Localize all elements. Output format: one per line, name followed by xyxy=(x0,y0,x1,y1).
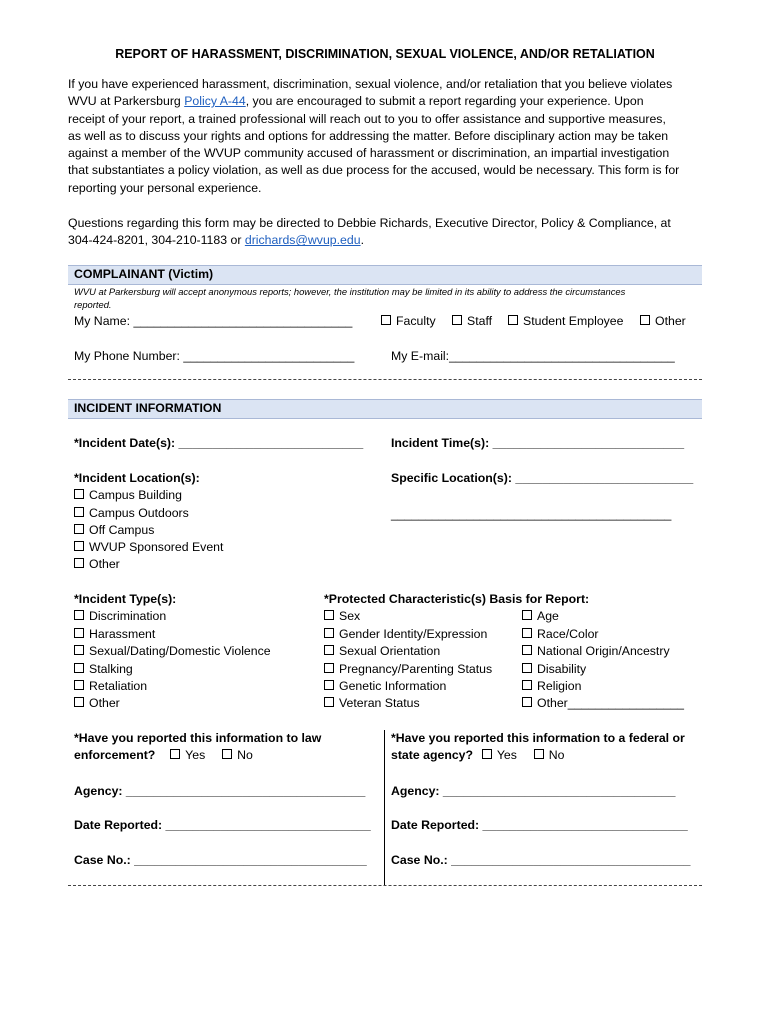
type-label: Harassment xyxy=(89,627,156,641)
protected-checkbox[interactable] xyxy=(324,696,420,710)
intro-line xyxy=(68,93,708,110)
protected-label: National Origin/Ancestry xyxy=(537,644,670,658)
type-label: Stalking xyxy=(89,662,133,676)
protected-checkbox[interactable] xyxy=(324,609,360,623)
location-label: Campus Building xyxy=(89,488,182,502)
type-checkbox[interactable] xyxy=(74,644,271,658)
protected-checkbox[interactable] xyxy=(324,627,487,641)
location-label: Other xyxy=(89,557,120,571)
checkbox-icon[interactable] xyxy=(381,315,391,325)
checkbox-icon[interactable] xyxy=(74,489,84,499)
protected-checkbox[interactable] xyxy=(522,662,586,676)
law-no-checkbox[interactable] xyxy=(222,748,253,762)
checkbox-icon[interactable] xyxy=(74,558,84,568)
agency-question-end: state agency? xyxy=(391,748,474,762)
form-title: REPORT OF HARASSMENT, DISCRIMINATION, SEXUAL VIOLENCE, AND/OR RETALIATION xyxy=(115,47,655,61)
checkbox-icon[interactable] xyxy=(170,749,180,759)
state-agency-field[interactable]: Agency: __________________________________ xyxy=(391,784,676,798)
protected-characteristic-label: *Protected Characteristic(s) Basis for Report: xyxy=(324,592,590,606)
protected-label: Religion xyxy=(537,679,582,693)
incident-header-label: INCIDENT INFORMATION xyxy=(74,401,222,415)
checkbox-icon[interactable] xyxy=(640,315,650,325)
complainant-header xyxy=(68,265,702,285)
intro-line: reporting your personal experience. xyxy=(68,180,262,195)
questions-line xyxy=(68,232,708,249)
no-label: No xyxy=(237,748,253,762)
phone-field[interactable]: My Phone Number: _________________________ xyxy=(74,349,355,363)
intro-line: If you have experienced harassment, discrimination, sexual violence, and/or retaliation that you believe violates xyxy=(68,77,673,91)
email-field[interactable]: My E-mail:_________________________________ xyxy=(391,349,675,363)
protected-checkbox[interactable] xyxy=(324,679,446,693)
role-label: Other xyxy=(655,314,686,328)
checkbox-icon[interactable] xyxy=(74,610,84,620)
protected-checkbox[interactable] xyxy=(324,662,492,676)
location-checkbox[interactable] xyxy=(74,523,154,537)
incident-type-label: *Incident Type(s): xyxy=(74,592,177,606)
anonymous-note-line: reported. xyxy=(74,299,112,310)
law-enforcement-question: *Have you reported this information to law xyxy=(74,731,322,745)
checkbox-icon[interactable] xyxy=(522,680,532,690)
intro-line: against a member of the WVUP community accused of harassment or discrimination, an impartial investigation xyxy=(68,146,670,161)
law-enforcement-question-end: enforcement? xyxy=(74,748,156,762)
checkbox-icon[interactable] xyxy=(522,628,532,638)
questions-text: 304-424-8201, 304-210-1183 or xyxy=(68,233,245,248)
protected-label: Race/Color xyxy=(537,627,599,641)
role-checkbox-staff[interactable] xyxy=(452,314,492,328)
protected-label: Age xyxy=(537,609,559,623)
agency-no-checkbox[interactable] xyxy=(534,748,565,762)
type-checkbox[interactable] xyxy=(74,696,120,710)
specific-location-line[interactable]: _________________________________________ xyxy=(391,507,672,521)
role-label: Faculty xyxy=(396,314,436,328)
checkbox-icon[interactable] xyxy=(522,610,532,620)
checkbox-icon[interactable] xyxy=(324,610,334,620)
agency-question: *Have you reported this information to a federal or xyxy=(391,731,685,745)
checkbox-icon[interactable] xyxy=(74,680,84,690)
questions-paragraph xyxy=(68,215,708,250)
checkbox-icon[interactable] xyxy=(324,645,334,655)
checkbox-icon[interactable] xyxy=(482,749,492,759)
incident-header xyxy=(68,399,702,419)
role-label: Student Employee xyxy=(523,314,624,328)
anonymous-note xyxy=(74,285,625,311)
location-checkbox[interactable] xyxy=(74,506,189,520)
section-divider xyxy=(68,379,702,380)
checkbox-icon[interactable] xyxy=(324,628,334,638)
protected-label: Disability xyxy=(537,662,587,676)
type-label: Retaliation xyxy=(89,679,148,693)
incident-date-field[interactable]: *Incident Date(s): ___________________________ xyxy=(74,436,364,450)
column-divider xyxy=(384,730,385,885)
checkbox-icon[interactable] xyxy=(324,680,334,690)
protected-checkbox[interactable] xyxy=(522,679,581,693)
type-checkbox[interactable] xyxy=(74,627,155,641)
intro-paragraph xyxy=(68,76,708,197)
protected-checkbox[interactable] xyxy=(522,609,559,623)
incident-location-label: *Incident Location(s): xyxy=(74,471,200,485)
checkbox-icon[interactable] xyxy=(74,628,84,638)
checkbox-icon[interactable] xyxy=(522,697,532,707)
intro-line: receipt of your report, a trained professional will reach out to you to offer assistance and supportive measures, xyxy=(68,111,666,126)
checkbox-icon[interactable] xyxy=(324,663,334,673)
type-label: Discrimination xyxy=(89,609,167,623)
law-date-reported-field[interactable]: Date Reported: ______________________________ xyxy=(74,818,371,832)
checkbox-icon[interactable] xyxy=(522,663,532,673)
intro-text: WVU at Parkersburg xyxy=(68,94,185,109)
role-label: Staff xyxy=(467,314,493,328)
protected-label: Sexual Orientation xyxy=(339,644,441,658)
location-label: Campus Outdoors xyxy=(89,506,189,520)
no-label: No xyxy=(548,748,565,762)
law-enforcement-answer xyxy=(74,748,253,762)
checkbox-icon[interactable] xyxy=(508,315,518,325)
yes-label: Yes xyxy=(185,748,206,762)
checkbox-icon[interactable] xyxy=(324,697,334,707)
checkbox-icon[interactable] xyxy=(522,645,532,655)
specific-location-field[interactable]: Specific Location(s): __________________________ xyxy=(391,471,694,485)
protected-label: Gender Identity/Expression xyxy=(339,627,488,641)
checkbox-icon[interactable] xyxy=(534,749,544,759)
law-case-number-field[interactable]: Case No.: __________________________________ xyxy=(74,853,367,867)
checkbox-icon[interactable] xyxy=(74,663,84,673)
location-checkbox[interactable] xyxy=(74,540,223,554)
checkbox-icon[interactable] xyxy=(452,315,462,325)
questions-text: . xyxy=(360,233,364,248)
protected-checkbox[interactable] xyxy=(324,644,440,658)
checkbox-icon[interactable] xyxy=(74,524,84,534)
state-date-reported-field[interactable]: Date Reported: ______________________________ xyxy=(391,818,688,832)
checkbox-icon[interactable] xyxy=(74,645,84,655)
state-case-number-field[interactable]: Case No.: ___________________________________ xyxy=(391,853,691,867)
anonymous-note-line: WVU at Parkersburg will accept anonymous reports; however, the institution may be limited in its ability to address the circumstances xyxy=(74,286,626,297)
checkbox-icon[interactable] xyxy=(74,697,84,707)
location-checkbox[interactable] xyxy=(74,488,182,502)
type-label: Sexual/Dating/Domestic Violence xyxy=(89,644,271,658)
role-checkbox-student-employee[interactable] xyxy=(508,314,624,328)
questions-line: Questions regarding this form may be directed to Debbie Richards, Executive Director, Policy & Compliance, at xyxy=(68,216,671,230)
my-name-field[interactable]: My Name: ________________________________ xyxy=(74,314,353,328)
location-label: WVUP Sponsored Event xyxy=(89,540,224,554)
protected-checkbox[interactable] xyxy=(522,627,599,641)
agency-answer xyxy=(391,748,565,762)
type-label: Other xyxy=(89,696,120,710)
section-divider xyxy=(68,885,702,886)
policy-link[interactable]: Policy A-44 xyxy=(184,94,246,109)
protected-label: Sex xyxy=(339,609,361,623)
type-checkbox[interactable] xyxy=(74,609,166,623)
role-checkbox-other[interactable] xyxy=(640,314,686,328)
protected-label: Pregnancy/Parenting Status xyxy=(339,662,493,676)
location-label: Off Campus xyxy=(89,523,155,537)
protected-label: Veteran Status xyxy=(339,696,420,710)
agency-yes-checkbox[interactable] xyxy=(482,748,517,762)
location-checkbox[interactable] xyxy=(74,557,120,571)
incident-time-field[interactable]: Incident Time(s): ____________________________ xyxy=(391,436,685,450)
law-agency-field[interactable]: Agency: ___________________________________ xyxy=(74,784,366,798)
intro-text: , you are encouraged to submit a report regarding your experience. Upon xyxy=(245,94,644,109)
protected-label: Other_________________ xyxy=(537,696,685,710)
protected-checkbox[interactable] xyxy=(522,696,684,710)
email-link[interactable]: drichards@wvup.edu xyxy=(244,233,361,248)
checkbox-icon[interactable] xyxy=(74,507,84,517)
checkbox-icon[interactable] xyxy=(222,749,232,759)
role-checkbox-faculty[interactable] xyxy=(381,314,436,328)
law-yes-checkbox[interactable] xyxy=(170,748,205,762)
protected-label: Genetic Information xyxy=(339,679,447,693)
protected-checkbox[interactable] xyxy=(522,644,670,658)
type-checkbox[interactable] xyxy=(74,679,147,693)
intro-line: as well as to discuss your rights and options for addressing the matter. Before disciplinary action may be taken xyxy=(68,128,669,143)
complainant-header-label: COMPLAINANT (Victim) xyxy=(74,267,214,281)
type-checkbox[interactable] xyxy=(74,662,133,676)
intro-line: that substantiates a policy violation, as well as due process for the accused, would be necessary. This form is for xyxy=(68,163,680,178)
checkbox-icon[interactable] xyxy=(74,541,84,551)
yes-label: Yes xyxy=(496,748,517,762)
